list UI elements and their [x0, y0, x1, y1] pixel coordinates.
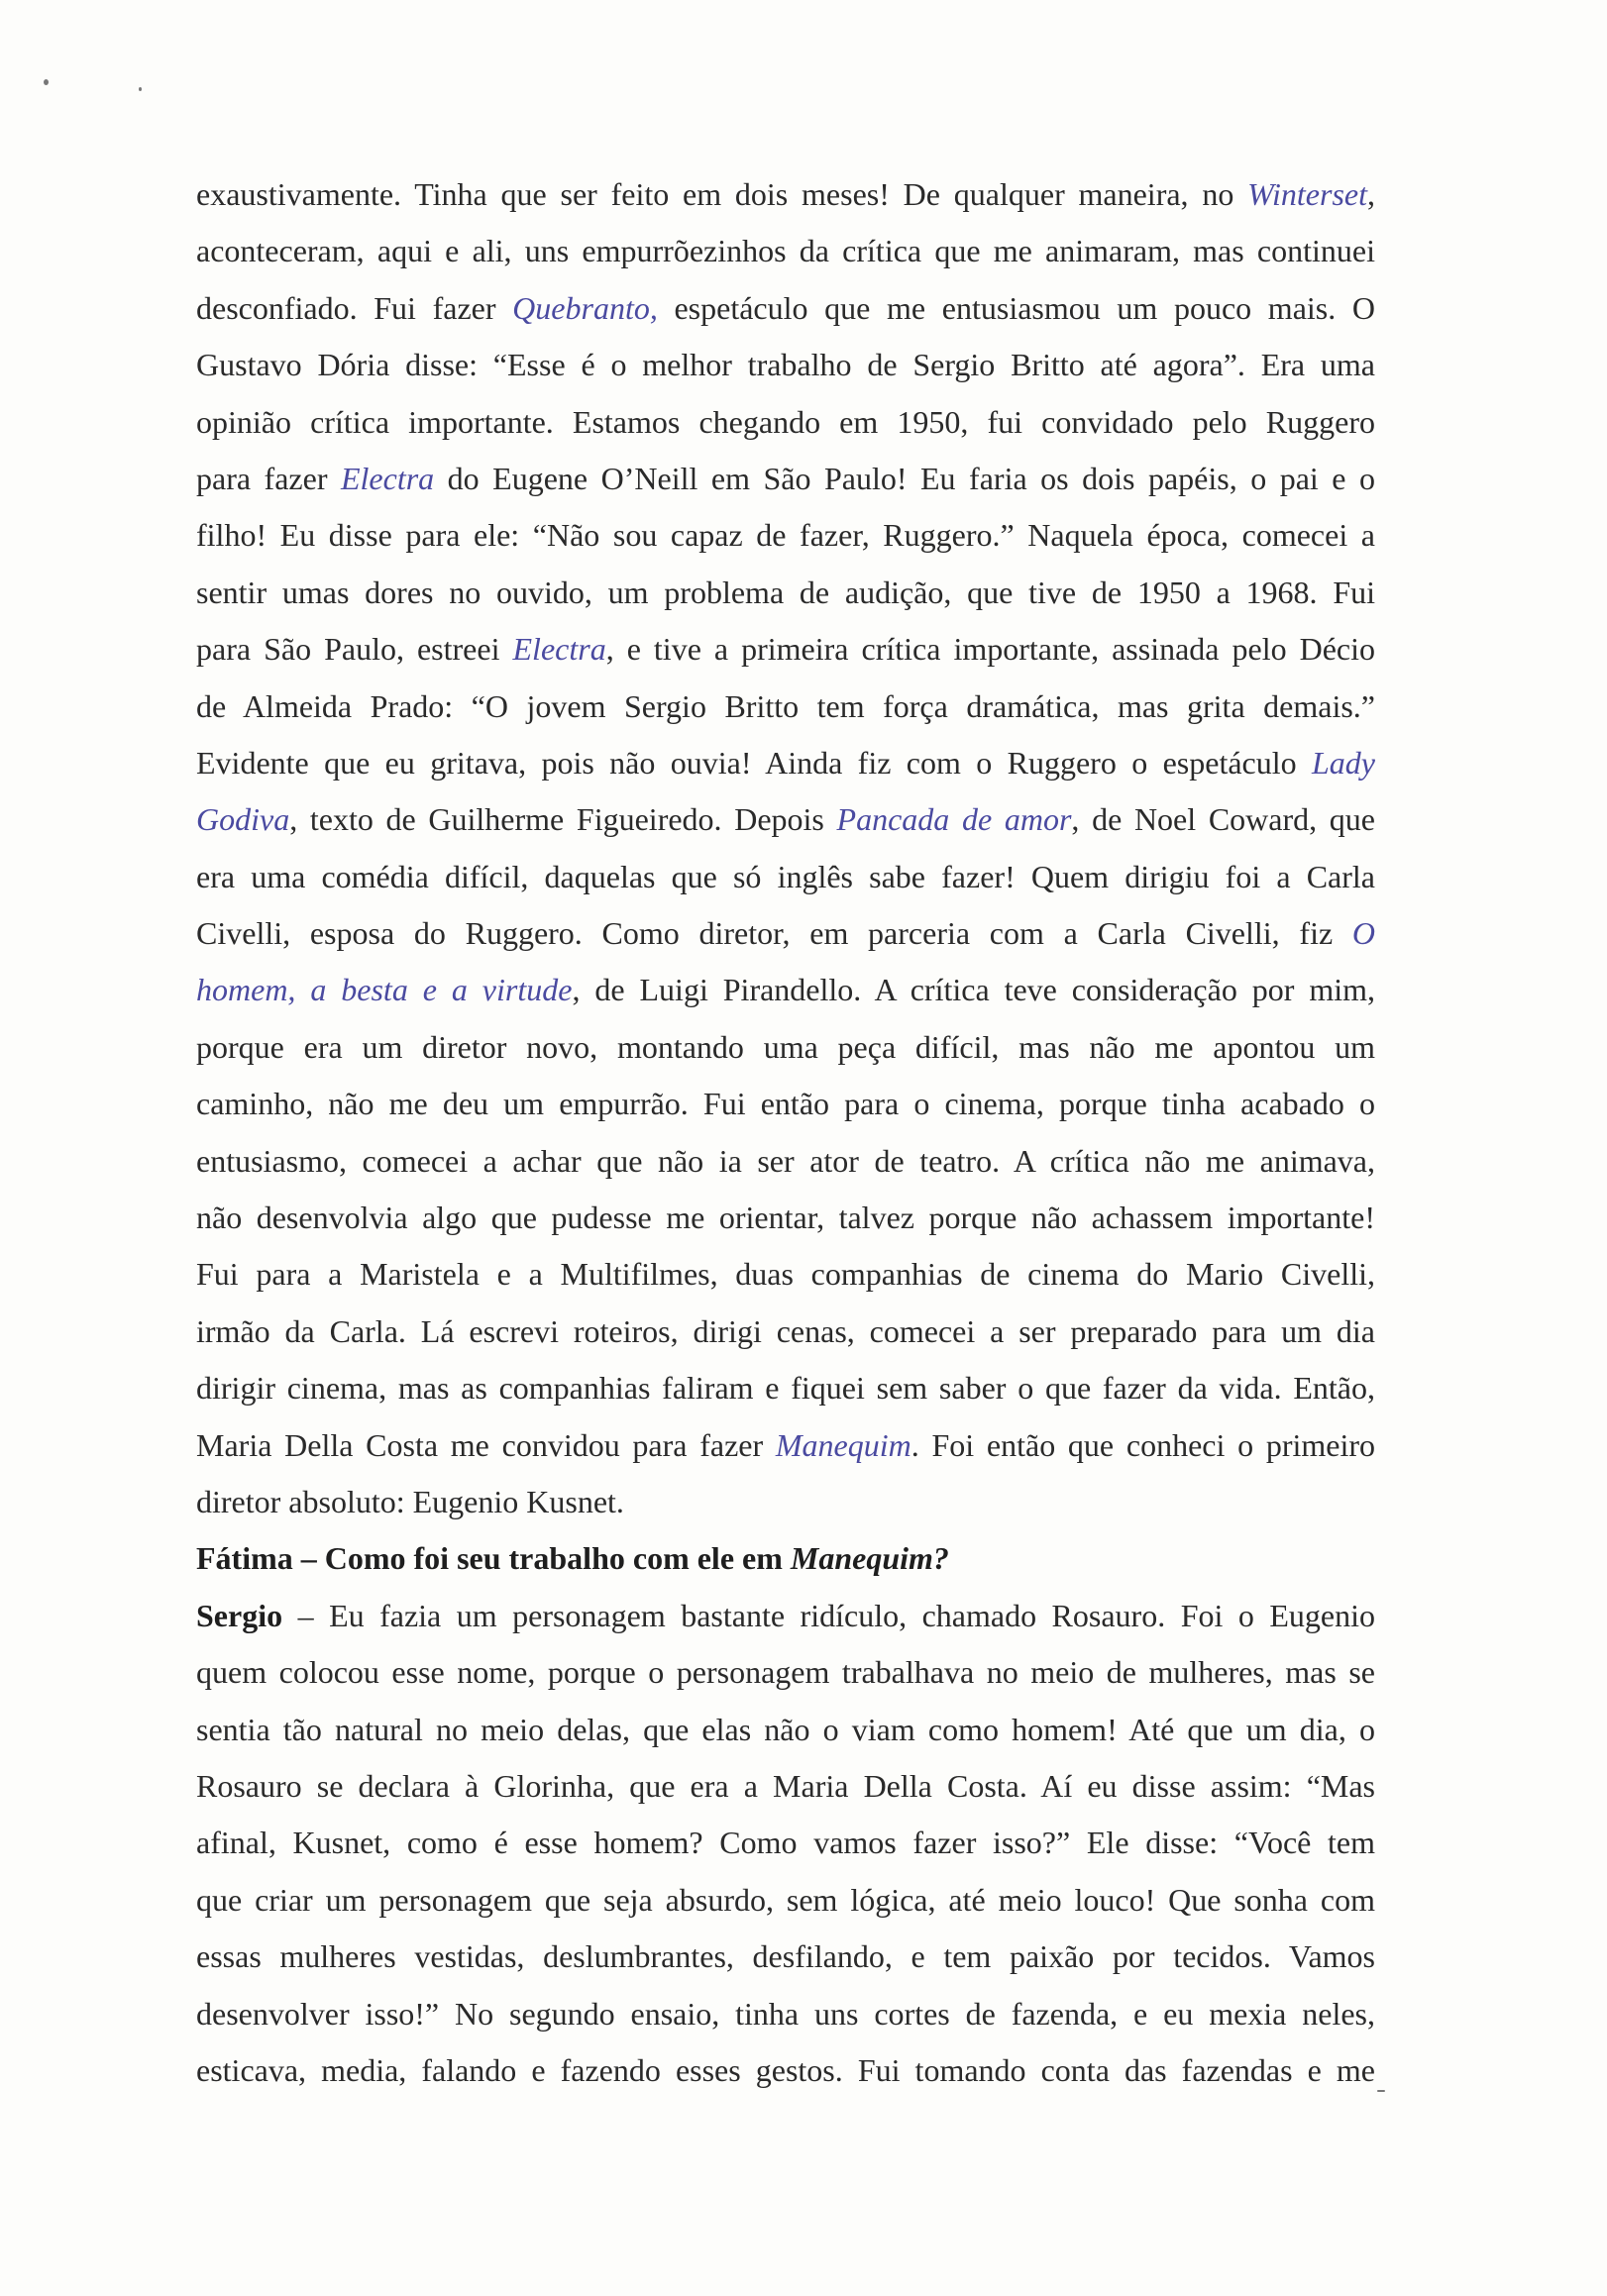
work-title: Quebranto,: [512, 289, 658, 326]
text-segment: Evidente que eu gritava, pois não ouvia! Ainda fiz com o Ruggero o espetáculo: [196, 744, 1312, 781]
text-line: [196, 1872, 1375, 1929]
text-line: [196, 451, 1375, 507]
text-segment: desconfiado. Fui fazer: [196, 289, 513, 326]
text-line: [196, 1702, 1375, 1758]
text-segment: , texto de Guilherme Figueiredo. Depois: [289, 801, 837, 838]
text-segment: exaustivamente. Tinha que ser feito em dois meses! De qualquer maneira, no: [196, 176, 1248, 212]
text-segment: filho! Eu disse para ele: “Não sou capaz de fazer, Ruggero.” Naquela época, comecei a: [196, 517, 1375, 554]
text-line: [196, 1190, 1375, 1246]
text-segment: afinal, Kusnet, como é esse homem? Como vamos fazer isso?” Ele disse: “Você tem: [196, 1825, 1375, 1861]
text-line: [196, 1019, 1375, 1076]
speaker-text: Manequim?: [790, 1540, 949, 1577]
text-segment: – Eu fazia um personagem bastante ridículo, chamado Rosauro. Foi o Eugenio: [282, 1597, 1375, 1633]
text-segment: era uma comédia difícil, daquelas que só inglês sabe fazer! Quem dirigiu foi a Carla: [196, 858, 1375, 894]
text-line: [196, 678, 1375, 735]
text-segment: de Almeida Prado: “O jovem Sergio Britto tem força dramática, mas grita demais.”: [196, 687, 1375, 724]
text-line: [196, 621, 1375, 678]
text-segment: . Foi então que conheci o primeiro: [911, 1426, 1376, 1463]
text-line: [196, 1986, 1375, 2042]
text-segment: , de Noel Coward, que: [1071, 801, 1376, 838]
speaker-text: Sergio: [196, 1597, 283, 1633]
text-line: [196, 223, 1375, 279]
text-segment: Rosauro se declara à Glorinha, que era a Maria Della Costa. Aí eu disse assim: “Mas: [196, 1767, 1375, 1804]
work-title: homem, a besta e a virtude: [196, 972, 573, 1008]
speaker-text: Fátima – Como foi seu trabalho com ele em: [196, 1540, 791, 1577]
text-segment: Fui para a Maristela e a Multifilmes, duas companhias de cinema do Mario Civelli,: [196, 1256, 1375, 1293]
document-page: [196, 166, 1375, 2099]
text-line: [196, 2042, 1375, 2099]
text-line: [196, 1588, 1375, 1644]
text-line: [196, 1474, 1375, 1530]
text-segment: essas mulheres vestidas, deslumbrantes, desfilando, e tem paixão por tecidos. Vamos: [196, 1938, 1375, 1975]
text-line: [196, 791, 1375, 848]
work-title: Lady: [1312, 744, 1375, 781]
text-line: [196, 507, 1375, 564]
text-segment: quem colocou esse nome, porque o personagem trabalhava no meio de mulheres, mas se: [196, 1654, 1375, 1691]
text-line: [196, 735, 1375, 791]
text-line: [196, 280, 1375, 337]
text-line: [196, 962, 1375, 1018]
text-segment: do Eugene O’Neill em São Paulo! Eu faria os dois papéis, o pai e o: [434, 460, 1376, 496]
scan-speck: [1377, 2090, 1385, 2092]
text-segment: para fazer: [196, 460, 341, 496]
text-line: [196, 1304, 1375, 1360]
text-line: [196, 1246, 1375, 1303]
scan-speck: [139, 87, 142, 91]
work-title: Manequim: [775, 1426, 911, 1463]
text-segment: caminho, não me deu um empurrão. Fui então para o cinema, porque tinha acabado o: [196, 1086, 1375, 1122]
text-segment: , de Luigi Pirandello. A crítica teve consideração por mim,: [572, 972, 1376, 1008]
text-line: [196, 1758, 1375, 1815]
text-line: [196, 565, 1375, 621]
text-line: [196, 1815, 1375, 1871]
text-line: [196, 1076, 1375, 1132]
text-segment: diretor absoluto: Eugenio Kusnet.: [196, 1483, 624, 1519]
text-segment: ,: [1367, 176, 1375, 212]
scan-speck: [44, 79, 49, 85]
text-segment: irmão da Carla. Lá escrevi roteiros, dirigi cenas, comecei a ser preparado para um dia: [196, 1312, 1375, 1349]
text-line: [196, 1644, 1375, 1701]
work-title: Electra: [340, 460, 435, 496]
work-title: Electra: [512, 631, 606, 668]
text-segment: sentia tão natural no meio delas, que elas não o viam como homem! Até que um dia, o: [196, 1711, 1375, 1747]
text-line: [196, 1530, 1375, 1587]
text-line: [196, 849, 1375, 905]
text-line: [196, 1133, 1375, 1190]
text-line: [196, 394, 1375, 451]
text-segment: desenvolver isso!” No segundo ensaio, tinha uns cortes de fazenda, e eu mexia neles,: [196, 1995, 1375, 2032]
text-segment: porque era um diretor novo, montando uma peça difícil, mas não me apontou um: [196, 1028, 1375, 1065]
text-segment: sentir umas dores no ouvido, um problema de audição, que tive de 1950 a 1968. Fui: [196, 574, 1375, 610]
text-line: [196, 1929, 1375, 1985]
work-title: Godiva: [196, 801, 290, 838]
text-segment: dirigir cinema, mas as companhias faliram e fiquei sem saber o que fazer da vida. Então,: [196, 1370, 1375, 1407]
text-segment: Gustavo Dória disse: “Esse é o melhor trabalho de Sergio Britto até agora”. Era uma: [196, 347, 1375, 383]
work-title: Winterset: [1247, 176, 1367, 212]
text-segment: que criar um personagem que seja absurdo, sem lógica, até meio louco! Que sonha com: [196, 1881, 1375, 1918]
text-line: [196, 337, 1375, 393]
text-segment: Maria Della Costa me convidou para fazer: [196, 1426, 776, 1463]
work-title: O: [1351, 915, 1375, 952]
work-title: Pancada de amor: [836, 801, 1072, 838]
text-line: [196, 1360, 1375, 1416]
text-segment: para São Paulo, estreei: [196, 631, 513, 668]
text-segment: não desenvolvia algo que pudesse me orientar, talvez porque não achassem importante!: [196, 1200, 1375, 1236]
text-segment: espetáculo que me entusiasmou um pouco mais. O: [657, 289, 1376, 326]
text-segment: entusiasmo, comecei a achar que não ia ser ator de teatro. A crítica não me animava,: [196, 1142, 1375, 1179]
text-segment: aconteceram, aqui e ali, uns empurrõezinhos da crítica que me animaram, mas continuei: [196, 233, 1375, 269]
text-segment: , e tive a primeira crítica importante, assinada pelo Décio: [605, 631, 1376, 668]
text-line: [196, 166, 1375, 223]
text-segment: Civelli, esposa do Ruggero. Como diretor, em parceria com a Carla Civelli, fiz: [196, 915, 1352, 952]
text-segment: esticava, media, falando e fazendo esses gestos. Fui tomando conta das fazendas e me: [196, 2051, 1375, 2088]
text-segment: opinião crítica importante. Estamos chegando em 1950, fui convidado pelo Ruggero: [196, 403, 1375, 440]
text-line: [196, 905, 1375, 962]
text-line: [196, 1417, 1375, 1474]
